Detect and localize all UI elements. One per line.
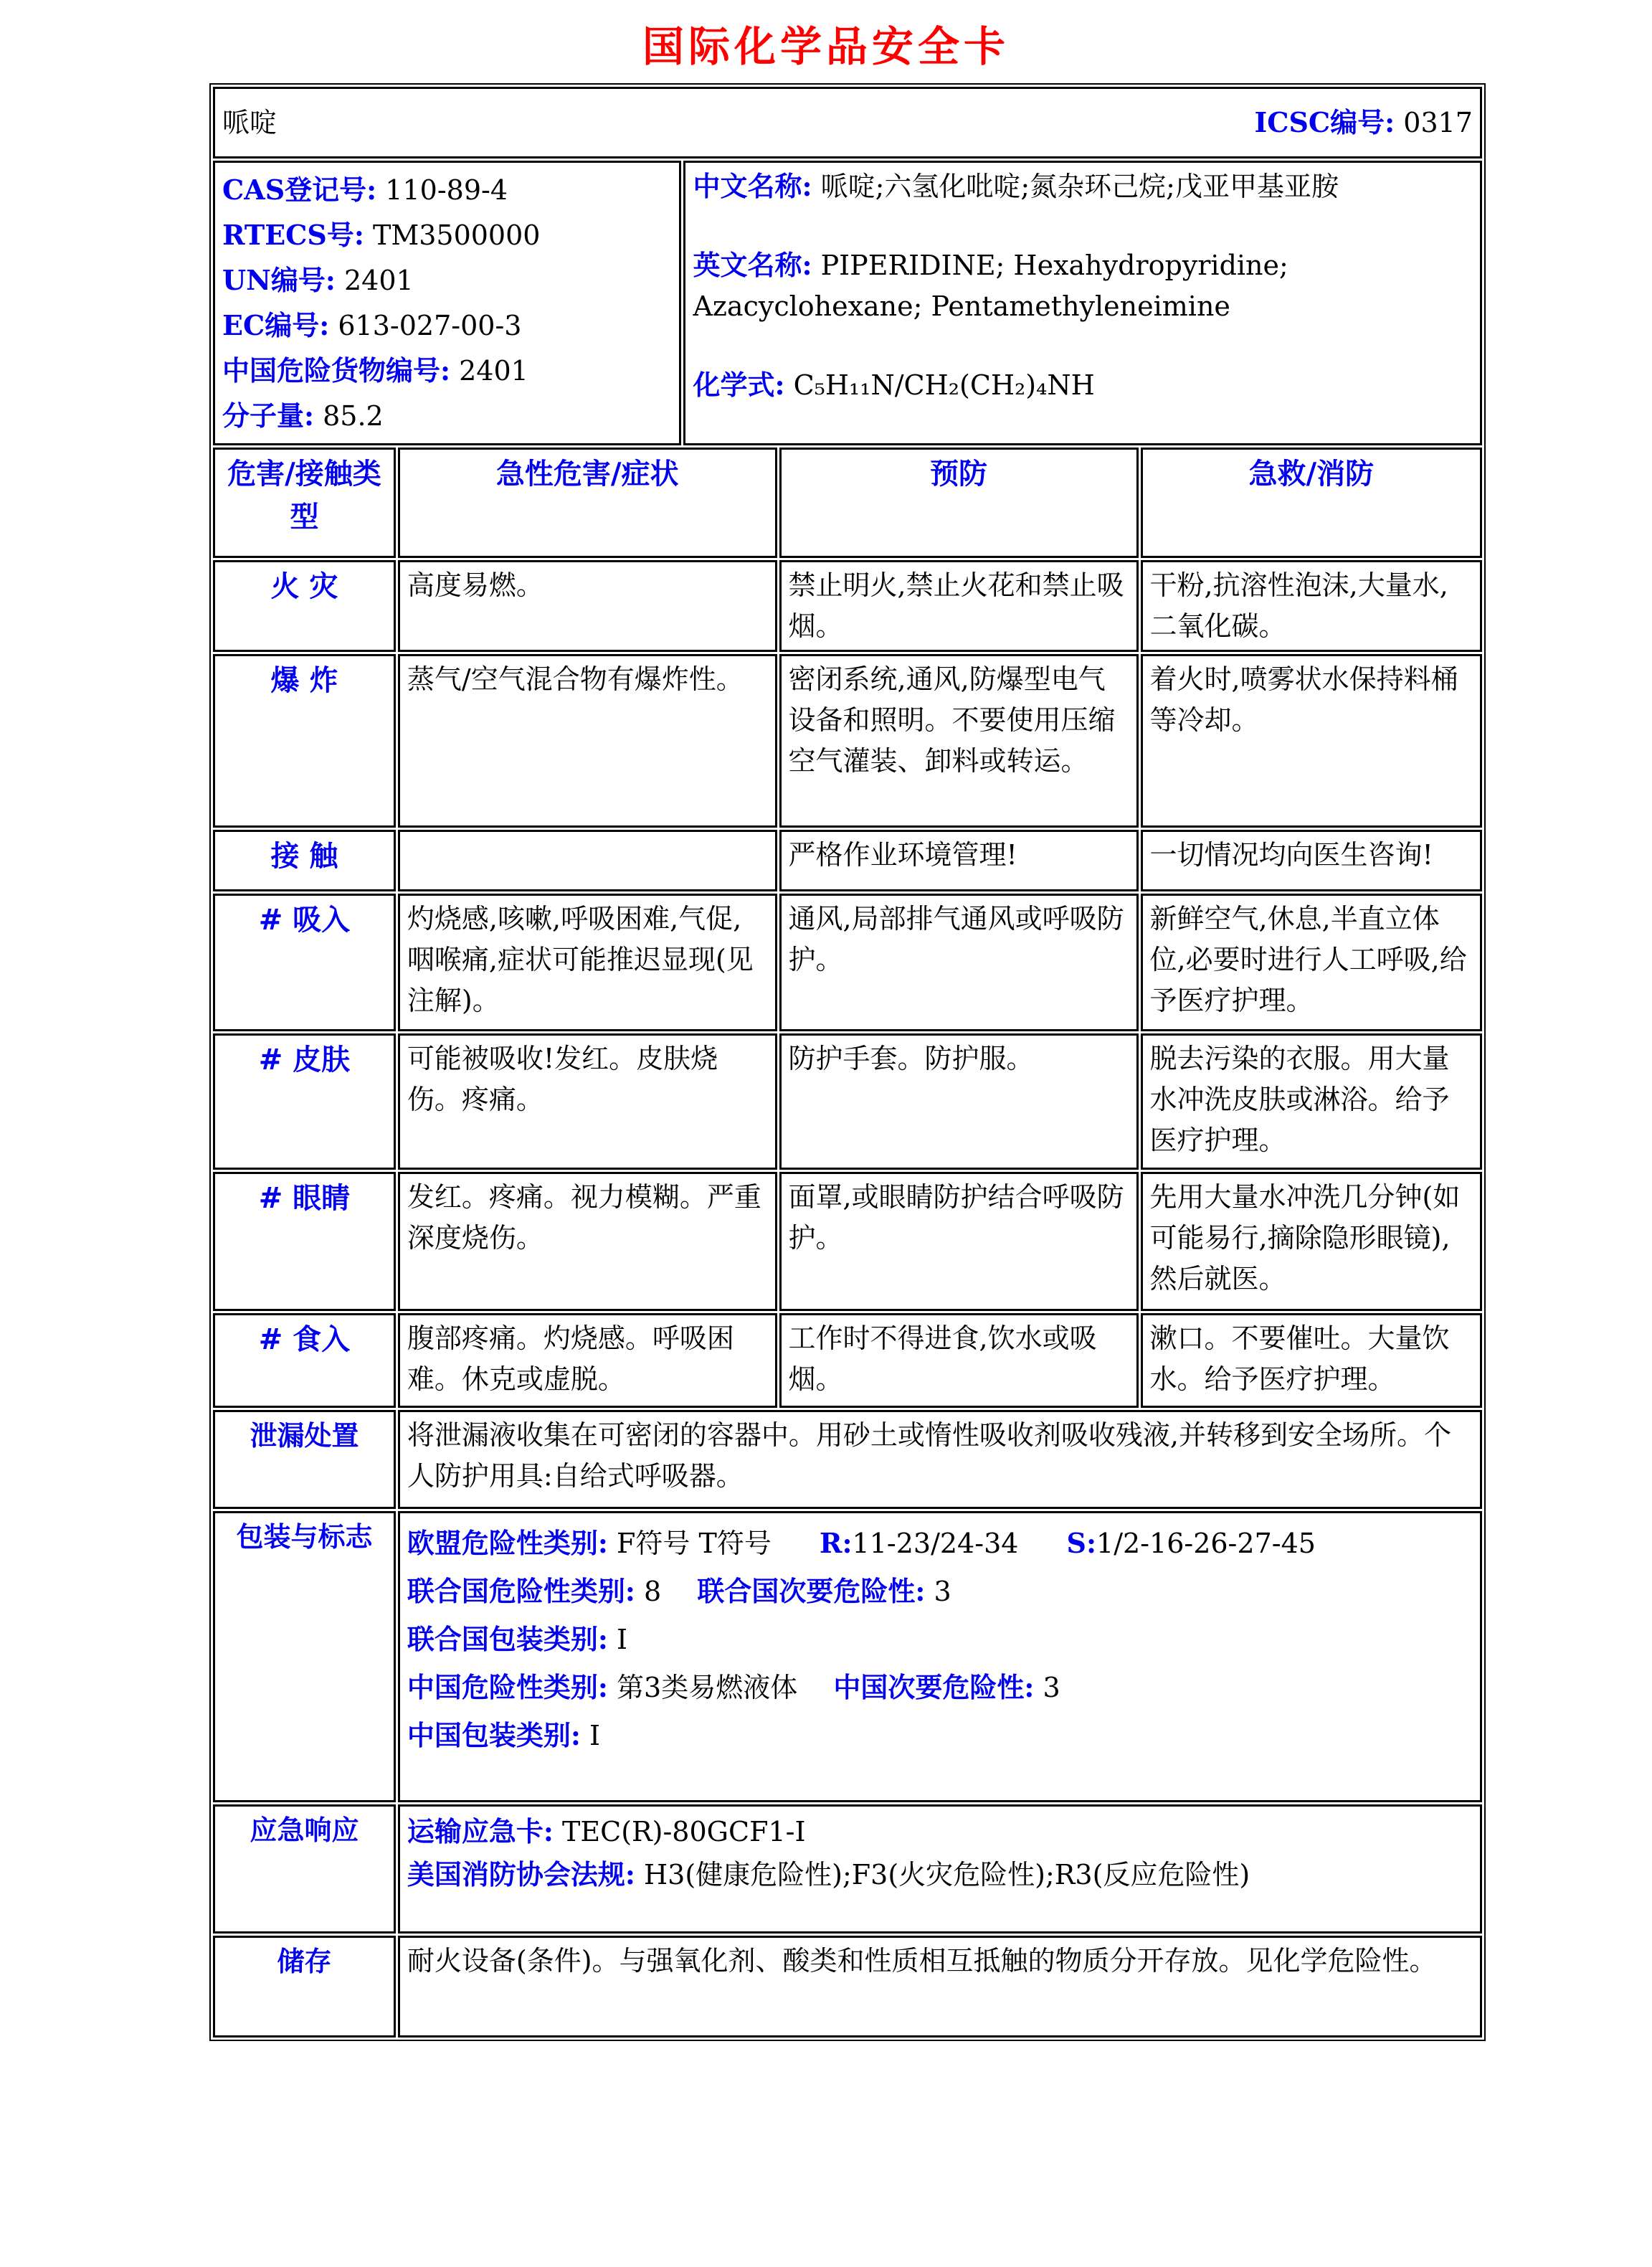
- row-label-skin: # 皮肤: [213, 1033, 396, 1170]
- spill-row: [213, 1410, 1482, 1509]
- molecular-weight-value: 85.2: [323, 400, 384, 432]
- fire-symptoms: 高度易燃。: [398, 560, 777, 652]
- eu-class-label: 欧盟危险性类别:: [407, 1527, 608, 1559]
- nfpa-code: [407, 1854, 1473, 1896]
- exposure-symptoms: [398, 830, 777, 891]
- tec-label: 运输应急卡:: [407, 1815, 554, 1847]
- fire-prevention: 禁止明火,禁止火花和禁止吸烟。: [779, 560, 1139, 652]
- un-packing-label: 联合国包装类别:: [407, 1623, 608, 1655]
- cn-class-label: 中国危险性类别:: [407, 1671, 608, 1703]
- chinese-name-label: 中文名称:: [693, 170, 812, 202]
- r-phrases-value: 11-23/24-34: [852, 1528, 1019, 1559]
- nfpa-value: H3(健康危险性);F3(火灾危险性);R3(反应危险性): [644, 1859, 1250, 1890]
- molecular-weight-label: 分子量:: [222, 399, 315, 432]
- hazard-row-fire: [213, 560, 1482, 652]
- emergency-label: 应急响应: [213, 1804, 396, 1934]
- china-dg-number-label: 中国危险货物编号:: [222, 354, 451, 387]
- eu-classification: [407, 1523, 1473, 1564]
- un-class-value: 8: [644, 1576, 662, 1607]
- storage-row: [213, 1936, 1482, 2038]
- cn-packing-value: I: [589, 1720, 601, 1751]
- icsc-number: [1254, 102, 1473, 143]
- transport-emergency-card: [407, 1811, 1473, 1852]
- eu-class-value: F符号 T符号: [617, 1528, 772, 1559]
- english-name-value: PIPERIDINE; Hexahydropyridine; Azacyclohexane; Pentamethyleneimine: [693, 250, 1288, 322]
- skin-symptoms: 可能被吸收!发红。皮肤烧伤。疼痛。: [398, 1033, 777, 1170]
- un-class-label: 联合国危险性类别:: [407, 1575, 635, 1607]
- chinese-name-value: 哌啶;六氢化吡啶;氮杂环己烷;戊亚甲基亚胺: [820, 171, 1339, 202]
- spill-label: 泄漏处置: [213, 1410, 396, 1509]
- china-dg-number: [222, 350, 672, 392]
- chemical-formula-label: 化学式:: [693, 369, 785, 401]
- hazard-header-row: [213, 448, 1482, 558]
- cn-packing-group: [407, 1715, 1473, 1756]
- rtecs-number-value: TM3500000: [372, 219, 541, 251]
- fire-response: 干粉,抗溶性泡沫,大量水,二氧化碳。: [1141, 560, 1482, 652]
- nfpa-label: 美国消防协会法规:: [407, 1858, 635, 1890]
- icsc-number-value: 0317: [1403, 107, 1473, 138]
- substance-name: 哌啶: [222, 106, 277, 138]
- icsc-card-table: [209, 83, 1486, 2041]
- row-label-fire: 火 灾: [213, 560, 396, 652]
- ec-number-label: EC编号:: [222, 309, 330, 341]
- chinese-name: [693, 166, 1473, 207]
- cas-number-value: 110-89-4: [385, 174, 508, 206]
- col-header-hazard-type: 危害/接触类型: [213, 448, 396, 558]
- rtecs-number: [222, 214, 672, 256]
- r-phrases-label: R:: [819, 1527, 853, 1559]
- hazard-row-ingestion: [213, 1313, 1482, 1408]
- inhalation-prevention: 通风,局部排气通风或呼吸防护。: [779, 894, 1139, 1031]
- ingestion-response: 漱口。不要催吐。大量饮水。给予医疗护理。: [1141, 1313, 1482, 1408]
- emergency-row: [213, 1804, 1482, 1934]
- hazard-row-inhalation: [213, 894, 1482, 1031]
- molecular-weight: [222, 395, 672, 437]
- s-phrases-label: S:: [1066, 1527, 1097, 1559]
- inhalation-symptoms: 灼烧感,咳嗽,呼吸困难,气促,咽喉痛,症状可能推迟显现(见注解)。: [398, 894, 777, 1031]
- ec-number: [222, 305, 672, 346]
- col-header-prevention: 预防: [779, 448, 1139, 558]
- cn-subrisk-value: 3: [1043, 1672, 1060, 1703]
- s-phrases-value: 1/2-16-26-27-45: [1096, 1528, 1316, 1559]
- identification-numbers: [213, 161, 681, 445]
- english-name: [693, 245, 1473, 327]
- un-subrisk-value: 3: [934, 1576, 951, 1607]
- ingestion-prevention: 工作时不得进食,饮水或吸烟。: [779, 1313, 1139, 1408]
- row-label-inhalation: # 吸入: [213, 894, 396, 1031]
- tec-value: TEC(R)-80GCF1-I: [562, 1816, 806, 1847]
- ingestion-symptoms: 腹部疼痛。灼烧感。呼吸困难。休克或虚脱。: [398, 1313, 777, 1408]
- skin-prevention: 防护手套。防护服。: [779, 1033, 1139, 1170]
- inhalation-response: 新鲜空气,休息,半直立体位,必要时进行人工呼吸,给予医疗护理。: [1141, 894, 1482, 1031]
- emergency-content: [398, 1804, 1482, 1934]
- packaging-label: 包装与标志: [213, 1511, 396, 1802]
- explosion-symptoms: 蒸气/空气混合物有爆炸性。: [398, 654, 777, 828]
- un-classification: [407, 1571, 1473, 1612]
- china-dg-number-value: 2401: [459, 355, 528, 387]
- packaging-content: [398, 1511, 1482, 1802]
- exposure-prevention: 严格作业环境管理!: [779, 830, 1139, 891]
- row-label-exposure: 接 触: [213, 830, 396, 891]
- un-number-value: 2401: [344, 265, 414, 296]
- packaging-row: [213, 1511, 1482, 1802]
- english-name-label: 英文名称:: [693, 249, 812, 281]
- hazard-row-skin: [213, 1033, 1482, 1170]
- spill-text: 将泄漏液收集在可密闭的容器中。用砂土或惰性吸收剂吸收残液,并转移到安全场所。个人防护用具:自给式呼吸器。: [398, 1410, 1482, 1509]
- identification-row: [213, 161, 1482, 445]
- eyes-prevention: 面罩,或眼睛防护结合呼吸防护。: [779, 1172, 1139, 1311]
- row-label-ingestion: # 食入: [213, 1313, 396, 1408]
- cn-subrisk-label: 中国次要危险性:: [833, 1671, 1035, 1703]
- un-number-label: UN编号:: [222, 264, 336, 296]
- cn-classification: [407, 1667, 1473, 1708]
- storage-label: 储存: [213, 1936, 396, 2038]
- storage-text: 耐火设备(条件)。与强氧化剂、酸类和性质相互抵触的物质分开存放。见化学危险性。: [398, 1936, 1482, 2038]
- cas-number: [222, 169, 672, 211]
- un-subrisk-label: 联合国次要危险性:: [697, 1575, 926, 1607]
- skin-response: 脱去污染的衣服。用大量水冲洗皮肤或淋浴。给予医疗护理。: [1141, 1033, 1482, 1170]
- rtecs-number-label: RTECS号:: [222, 219, 364, 251]
- chemical-formula: [693, 364, 1473, 406]
- row-label-explosion: 爆 炸: [213, 654, 396, 828]
- title-row: [213, 87, 1482, 158]
- eyes-response: 先用大量水冲洗几分钟(如可能易行,摘除隐形眼镜),然后就医。: [1141, 1172, 1482, 1311]
- cn-class-value: 第3类易燃液体: [617, 1672, 798, 1703]
- exposure-response: 一切情况均向医生咨询!: [1141, 830, 1482, 891]
- cas-number-label: CAS登记号:: [222, 174, 377, 206]
- hazard-row-exposure: [213, 830, 1482, 891]
- cn-packing-label: 中国包装类别:: [407, 1719, 581, 1751]
- eyes-symptoms: 发红。疼痛。视力模糊。严重深度烧伤。: [398, 1172, 777, 1311]
- col-header-response: 急救/消防: [1141, 448, 1482, 558]
- un-number: [222, 260, 672, 301]
- ec-number-value: 613-027-00-3: [338, 310, 522, 341]
- hazard-row-explosion: [213, 654, 1482, 828]
- un-packing-value: I: [617, 1624, 628, 1655]
- explosion-response: 着火时,喷雾状水保持料桶等冷却。: [1141, 654, 1482, 828]
- chemical-formula-value: C₅H₁₁N/CH₂(CH₂)₄NH: [793, 369, 1095, 401]
- row-label-eyes: # 眼睛: [213, 1172, 396, 1311]
- un-packing-group: [407, 1619, 1473, 1660]
- col-header-symptoms: 急性危害/症状: [398, 448, 777, 558]
- page-title: 国际化学品安全卡: [642, 22, 1010, 71]
- identification-names: [683, 161, 1482, 445]
- hazard-row-eyes: [213, 1172, 1482, 1311]
- explosion-prevention: 密闭系统,通风,防爆型电气设备和照明。不要使用压缩空气灌装、卸料或转运。: [779, 654, 1139, 828]
- icsc-number-label: ICSC编号:: [1254, 106, 1395, 138]
